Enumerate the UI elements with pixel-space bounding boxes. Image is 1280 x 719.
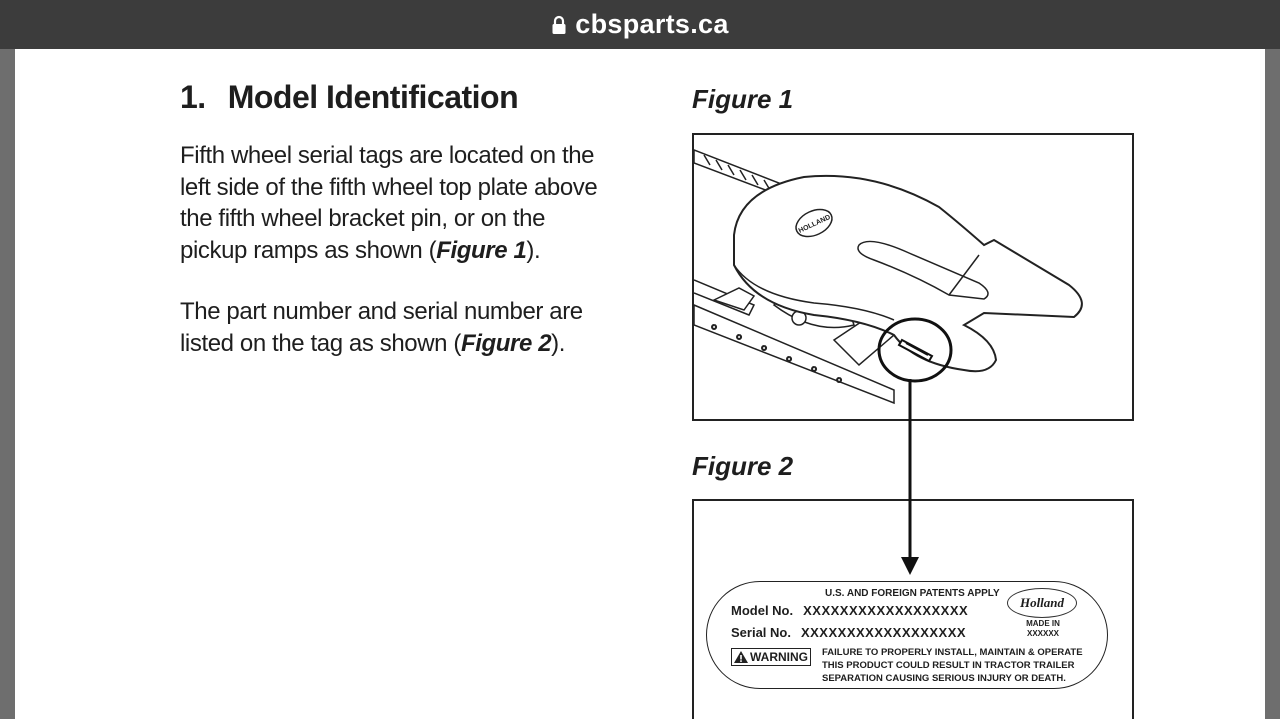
figure2-reference: Figure 2 — [460, 329, 552, 357]
tag-patents-text: U.S. AND FOREIGN PATENTS APPLY — [825, 588, 1000, 599]
tag-serial-row — [731, 625, 966, 640]
tag-serial-label: Serial No. — [731, 625, 791, 640]
p1-line3: the fifth wheel bracket pin, or on the — [180, 205, 546, 232]
p1-line4-before: pickup ramps as shown ( — [180, 236, 437, 264]
serial-tag — [706, 581, 1108, 689]
section-title: Model Identification — [227, 79, 519, 115]
p1-line4-after: ). — [526, 236, 541, 264]
figure1-logo-text: HOLLAND — [797, 213, 832, 235]
document-page — [15, 49, 1265, 719]
p2-line2-before: listed on the tag as shown ( — [180, 329, 461, 357]
p2-line1: The part number and serial number are — [180, 298, 583, 325]
figure1-reference: Figure 1 — [436, 236, 527, 264]
warning-badge — [731, 648, 811, 666]
tag-model-label: Model No. — [731, 603, 794, 618]
warning-text — [822, 646, 1092, 685]
warning-line1: FAILURE TO PROPERLY INSTALL, MAINTAIN & OPERATE — [822, 647, 1083, 658]
location-paragraph — [180, 140, 630, 266]
tag-made-in-label: MADE IN — [1026, 619, 1060, 628]
tag-paragraph — [180, 296, 630, 359]
p2-line2-after: ). — [551, 329, 566, 357]
section-number: 1. — [180, 79, 206, 115]
holland-logo: Holland — [1007, 588, 1077, 618]
tag-model-value: XXXXXXXXXXXXXXXXXX — [803, 603, 969, 618]
tag-made-in-value: XXXXXX — [1026, 629, 1059, 638]
lock-icon — [551, 15, 567, 35]
figure1-title: Figure 1 — [692, 84, 794, 114]
tag-serial-value: XXXXXXXXXXXXXXXXXX — [800, 625, 967, 640]
figure-connector-arrow — [895, 379, 925, 579]
tag-model-row — [731, 603, 968, 618]
p1-line2: left side of the fifth wheel top plate above — [180, 173, 598, 201]
fifth-wheel-illustration — [694, 135, 1132, 419]
warning-triangle-icon — [734, 651, 748, 663]
url-text: cbsparts.ca — [575, 9, 729, 39]
warning-label: WARNING — [750, 650, 808, 664]
warning-line3: SEPARATION CAUSING SERIOUS INJURY OR DEATH. — [822, 673, 1066, 684]
address-bar[interactable] — [0, 0, 1280, 49]
tag-made-in — [1013, 619, 1073, 639]
p1-line1: Fifth wheel serial tags are located on the — [180, 142, 595, 169]
figure2-title: Figure 2 — [692, 451, 794, 481]
section-heading — [180, 79, 518, 116]
warning-line2: THIS PRODUCT COULD RESULT IN TRACTOR TRAILER — [822, 660, 1075, 671]
figure1-frame — [692, 133, 1134, 421]
